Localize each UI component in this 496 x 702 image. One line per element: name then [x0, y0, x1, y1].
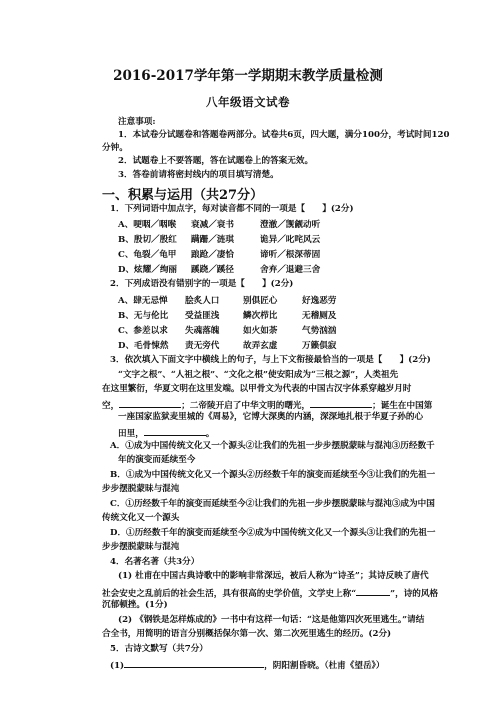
option-cell: 谛听／根深蒂固 — [260, 250, 321, 260]
option-cell: C、龟裂／龟甲 — [118, 250, 177, 260]
option-cell: C、参差以求 — [118, 326, 168, 336]
passage-line-blanks — [118, 426, 214, 440]
passage-text: (1) — [110, 661, 125, 671]
passage-line: (2) 《钢铁是怎样炼成的》一书中有这样一句话：“这是他第四次死里逃生。”请结 — [118, 615, 425, 625]
passage-text: 。 — [205, 429, 215, 439]
option-cell: 衰减／衰书 — [191, 220, 234, 230]
question-stem: 3．依次填入下面文字中横线上的句子，与上下文衔接最恰当的一项是【 】(2分) — [110, 355, 431, 365]
option-cell: A、哽咽／咽喉 — [118, 220, 177, 230]
option-cell: 如火如荼 — [243, 326, 278, 336]
passage-text: 社会安史之乱前后的社会生活，具有很高的史学价值，文学史上称“ — [102, 589, 357, 599]
passage-line-blanks — [102, 398, 432, 412]
option-cell: 脍炙人口 — [185, 296, 220, 306]
option-cell: 责无旁代 — [185, 341, 220, 351]
recitation-line — [110, 658, 384, 672]
option-cell: 蹊跷／蹊径 — [191, 265, 234, 275]
passage-line-blanks — [102, 586, 438, 600]
option-cell: 别俱匠心 — [243, 296, 278, 306]
option-cell: 好逸恶劳 — [302, 296, 337, 306]
option-cell: 故弄玄虚 — [243, 341, 278, 351]
option-cell: A、肆无忌惮 — [118, 296, 168, 306]
passage-line: “文字之根”、“人祖之根”、“文化之根”使安阳成为“三根之源”，人类祖先 — [118, 370, 399, 380]
answer-option: D．①历经数千年的演变而延续至今②成为中国传统文化又一个源头③让我们的先祖一 — [110, 528, 436, 538]
passage-text: 田里， — [118, 429, 144, 439]
blank-line — [310, 398, 372, 408]
option-cell: D、毛骨悚然 — [118, 341, 169, 351]
option-cell: 鳞次栉比 — [243, 311, 278, 321]
option-cell: 万籁俱寂 — [302, 341, 337, 351]
option-cell: B、无与伦比 — [118, 311, 169, 321]
option-cell: 诡异／叱咤风云 — [260, 235, 321, 245]
question-stem: 2．下列成语没有错别字的一项是【 】(2分) — [110, 279, 294, 289]
option-cell: B、殷切／殷红 — [118, 235, 177, 245]
question-stem: 5．古诗文默写（共7分） — [110, 644, 208, 654]
blank-line — [144, 426, 206, 436]
answer-option: 年的演变而延续至今 — [118, 455, 196, 465]
option-cell: 澄澈／觊觎动听 — [260, 220, 321, 230]
passage-line: 合全书，用简明的语言分别概括保尔第一次、第二次死里逃生的经历。(2分) — [102, 629, 392, 639]
notice-heading: 注意事项: — [118, 117, 156, 127]
notice-item: 分钟。 — [102, 143, 128, 153]
blank-line — [356, 586, 390, 596]
option-cell: 无稽厕及 — [302, 311, 337, 321]
answer-option: A．①成为中国传统文化又一个源头②让我们的先祖一步步摆脱蒙昧与混沌③历经数千 — [110, 441, 435, 451]
exam-subtitle: 八年级语文试卷 — [206, 95, 290, 109]
passage-line: 一座国家监狱麦里城的《周易》，它博大深奥的内涵，深深地扎根于华夏子孙的心 — [118, 412, 424, 422]
option-cell: 失魂落魄 — [185, 326, 220, 336]
option-cell: 踉跄／凄恰 — [191, 250, 234, 260]
passage-line: 沉郁顿挫。(1分) — [102, 600, 168, 610]
passage-text: 空， — [102, 401, 120, 411]
blank-line — [124, 658, 264, 668]
answer-option: 步步摆脱蒙昧与混沌 — [102, 484, 180, 494]
answer-option: B．①成为中国传统文化又一个源头②历经数千年的演变而延续至今③让我们的先祖一 — [110, 470, 436, 480]
option-cell: 舍弃／退避三舍 — [260, 265, 321, 275]
passage-text: ；二帝陵开启了中华文明的曙光， — [181, 401, 311, 411]
option-cell: 受益匪浅 — [185, 311, 220, 321]
blank-line — [119, 398, 181, 408]
option-cell: 气势汹汹 — [302, 326, 337, 336]
exam-title: 2016-2017学年第一学期期末教学质量检测 — [113, 68, 383, 84]
passage-text: ；诞生在中国第 — [372, 401, 433, 411]
section-title: 一、积累与运用（共27分） — [102, 188, 264, 203]
answer-option: 步步摆脱蒙昧与混沌 — [102, 542, 180, 552]
answer-option: C．①历经数千年的演变而延续至今②让我们的先祖一步步摆脱蒙昧与混沌③成为中国 — [110, 499, 435, 509]
passage-text: ”，诗的风格 — [390, 589, 439, 599]
question-stem: 4．名著名著（共3分） — [110, 557, 200, 567]
notice-item: 1．本试卷分试题卷和答题卷两部分。试卷共6页，四大题，满分100分，考试时间120 — [118, 130, 450, 140]
option-cell: 蹒跚／涟琪 — [191, 235, 234, 245]
question-stem: 1．下列词语中加点字，每对读音都不同的一项是【 】(2分) — [110, 204, 354, 214]
passage-line: (1) 杜甫在中国古典诗歌中的影响非常深远，被后人称为“诗圣”；其诗反映了唐代 — [118, 571, 429, 581]
notice-item: 3．答卷前请将密封线内的项目填写清楚。 — [118, 170, 279, 180]
option-cell: D、炫耀／绚丽 — [118, 265, 178, 275]
passage-line: 在这里繁衍，华夏文明在这里发端。以甲骨文为代表的中国古汉字体系穿越岁月时 — [102, 384, 412, 394]
answer-option: 传统文化又一个源头 — [102, 513, 180, 523]
passage-text: ，阴阳割昏晓。（杜甫《望岳》） — [264, 661, 385, 671]
notice-item: 2．试题卷上不要答题，答在试题卷上的答案无效。 — [118, 156, 314, 166]
